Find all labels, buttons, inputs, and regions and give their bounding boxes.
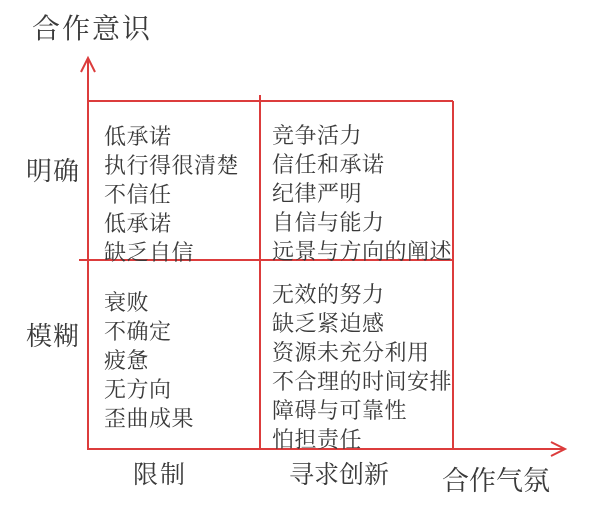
quadrant-item: 疲惫 xyxy=(104,348,150,373)
quadrant-item: 不信任 xyxy=(104,182,172,207)
quadrant-item: 竞争活力 xyxy=(272,123,363,148)
quadrant-top-left xyxy=(104,122,239,267)
quadrant-item: 怕担责任 xyxy=(272,427,363,452)
quadrant-item: 低承诺 xyxy=(104,211,172,236)
y-axis-label-clear: 明确 xyxy=(26,157,81,186)
quadrant-item: 自信与能力 xyxy=(272,210,385,235)
x-axis-title: 合作气氛 xyxy=(442,466,550,496)
diagram-title: 合作意识 xyxy=(32,14,153,45)
quadrant-item: 缺乏紧迫感 xyxy=(272,311,385,336)
quadrant-item: 不确定 xyxy=(104,319,172,344)
quadrant-item: 无方向 xyxy=(104,377,172,402)
y-axis-label-vague: 模糊 xyxy=(26,322,81,351)
quadrant-bottom-left xyxy=(104,288,194,433)
quadrant-item: 无效的努力 xyxy=(272,282,385,307)
x-axis-label-innovation: 寻求创新 xyxy=(289,462,390,489)
quadrant-item: 纪律严明 xyxy=(272,181,363,206)
x-axis-label-restriction: 限制 xyxy=(133,462,188,489)
quadrant-item: 衰败 xyxy=(104,290,150,315)
quadrant-item: 歪曲成果 xyxy=(104,406,195,431)
quadrant-item: 障碍与可靠性 xyxy=(272,398,408,423)
quadrant-top-right xyxy=(272,121,452,266)
x-axis-arrow-icon xyxy=(551,442,565,456)
quadrant-item: 缺乏自信 xyxy=(104,240,195,265)
quadrant-item: 低承诺 xyxy=(104,124,172,149)
quadrant-bottom-right xyxy=(272,280,452,454)
quadrant-item: 信任和承诺 xyxy=(272,152,385,177)
quadrant-item: 不合理的时间安排 xyxy=(272,369,453,394)
quadrant-item: 远景与方向的阐述 xyxy=(272,239,453,264)
quadrant-item: 执行得很清楚 xyxy=(104,153,240,178)
quadrant-item: 资源未充分利用 xyxy=(272,340,430,365)
y-axis-arrow-icon xyxy=(81,58,95,72)
